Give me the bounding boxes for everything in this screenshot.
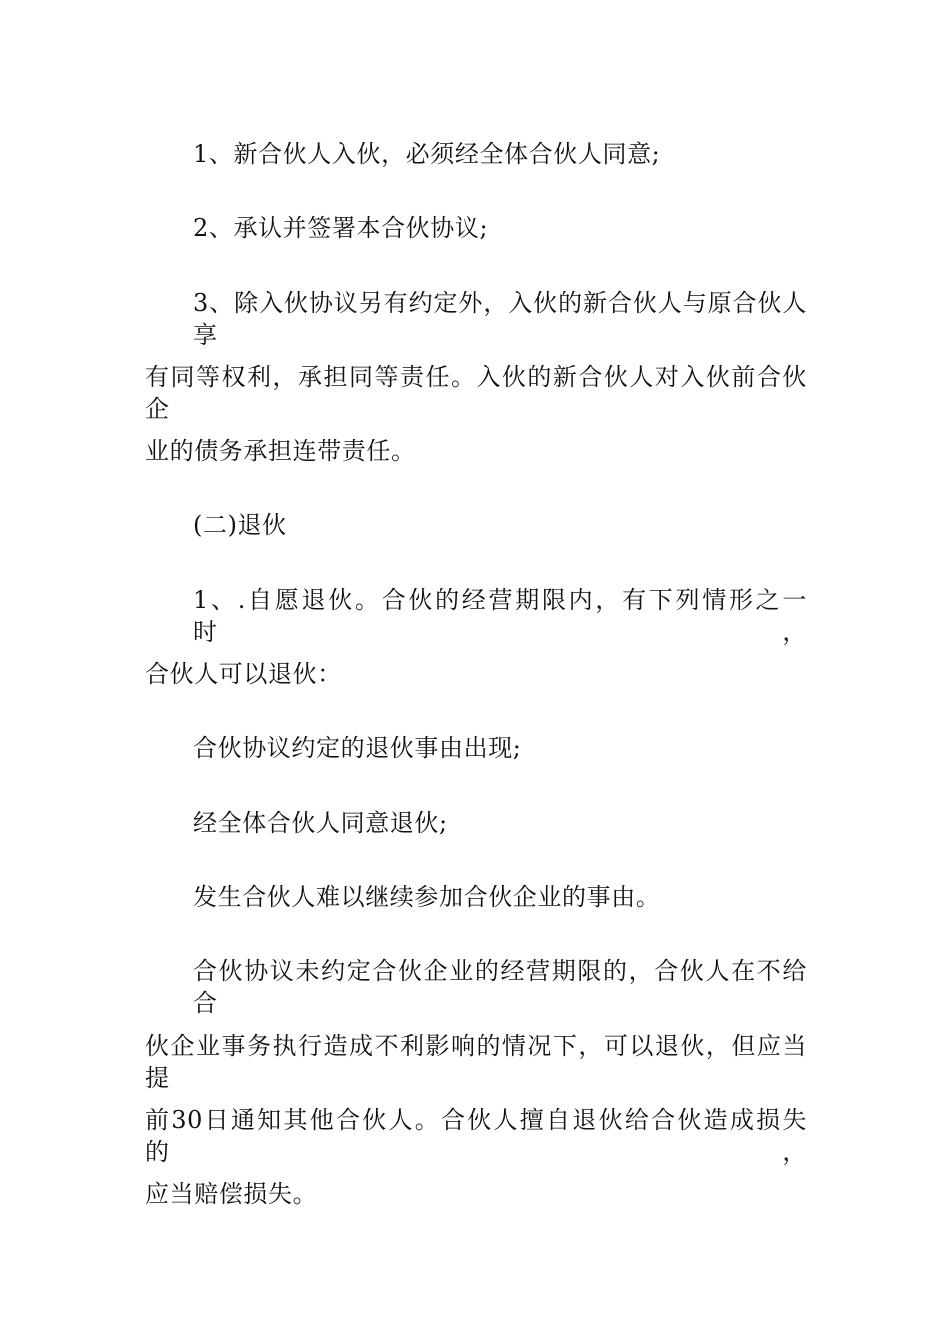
text-line: 业的债务承担连带责任。 xyxy=(145,437,416,465)
section-heading: (二)退伙 xyxy=(193,511,287,539)
text-line: 应当赔偿损失。 xyxy=(145,1180,318,1208)
text-line: 发生合伙人难以继续参加合伙企业的事由。 xyxy=(193,883,661,911)
text-line: 有同等权利，承担同等责任。入伙的新合伙人对入伙前合伙企 xyxy=(145,363,807,423)
text-line: 1、新合伙人入伙，必须经全体合伙人同意; xyxy=(193,140,661,168)
text-line: 2、承认并签署本合伙协议; xyxy=(193,214,489,242)
text-line: 经全体合伙人同意退伙; xyxy=(193,809,448,837)
text-line: 合伙人可以退伙： xyxy=(145,660,342,688)
text-line: 3、除入伙协议另有约定外，入伙的新合伙人与原合伙人享 xyxy=(193,289,807,349)
text-line: 1、.自愿退伙。合伙的经营期限内，有下列情形之一时， xyxy=(193,586,807,646)
text-line: 合伙协议约定的退伙事由出现; xyxy=(193,734,522,762)
text-line: 前30日通知其他合伙人。合伙人擅自退伙给合伙造成损失的， xyxy=(145,1106,807,1166)
document-page xyxy=(145,0,807,1344)
text-line: 伙企业事务执行造成不利影响的情况下，可以退伙，但应当提 xyxy=(145,1032,807,1092)
text-line: 合伙协议未约定合伙企业的经营期限的，合伙人在不给合 xyxy=(193,957,807,1017)
